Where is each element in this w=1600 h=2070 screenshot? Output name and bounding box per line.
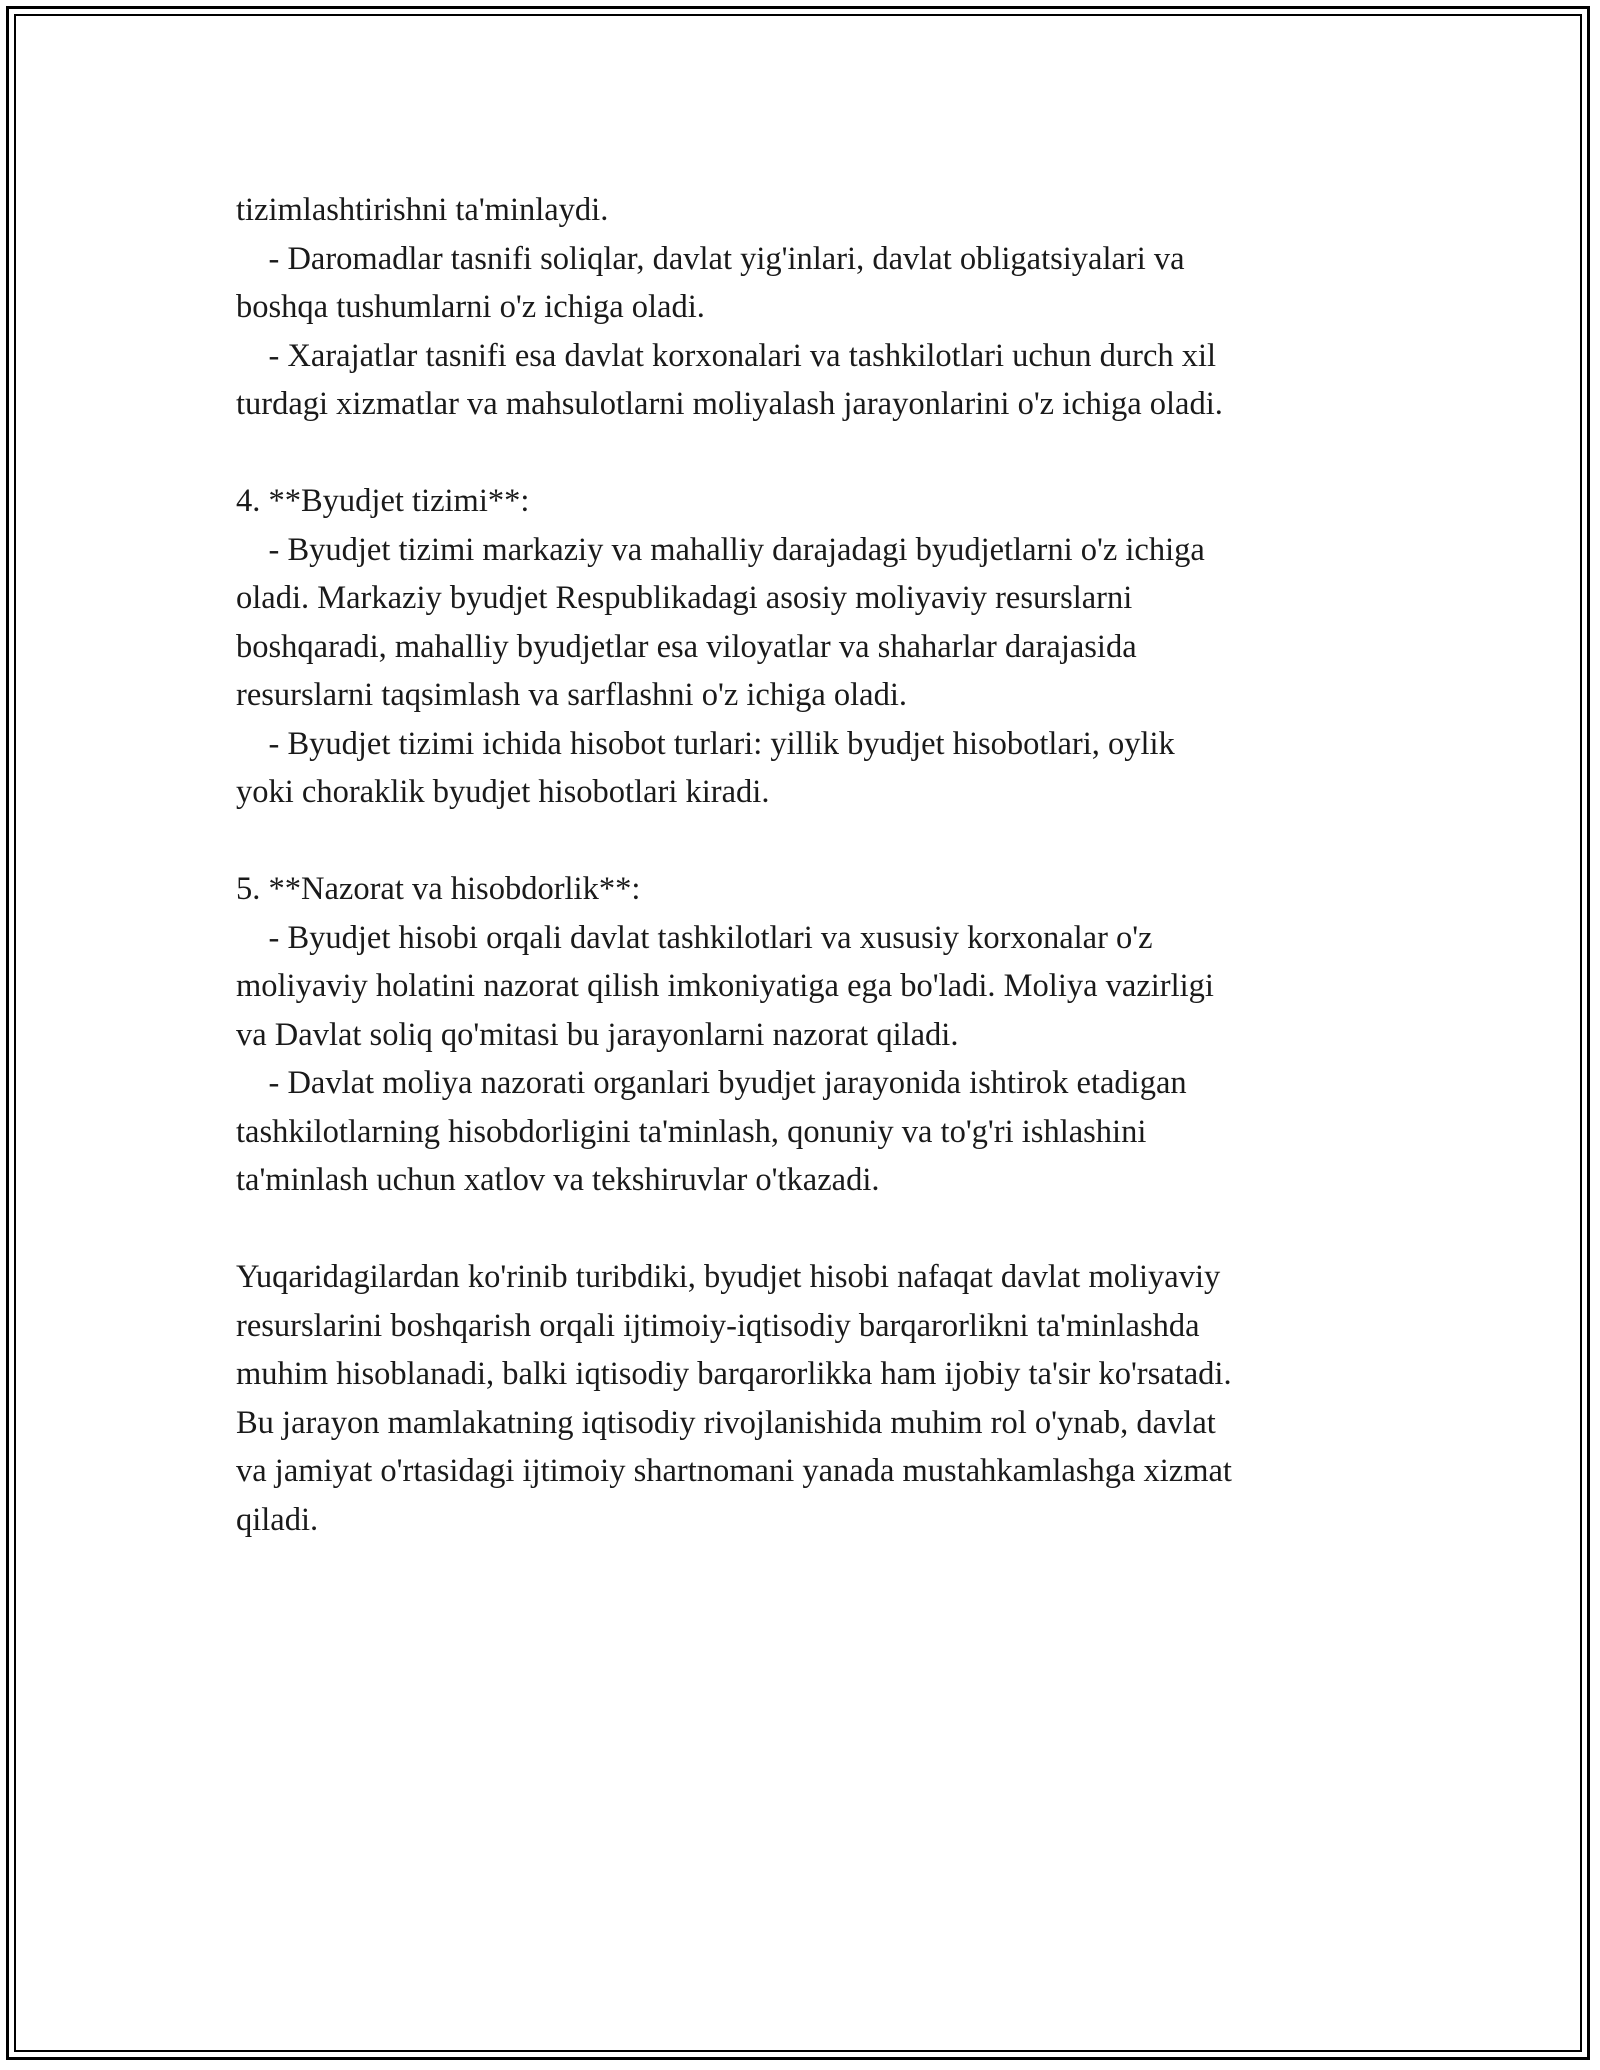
paragraph-block: [236, 186, 1396, 429]
text-line: resurslarini boshqarish orqali ijtimoiy-iqtisodiy barqarorlikni ta'minlashda: [236, 1307, 1200, 1344]
text-line: Bu jarayon mamlakatning iqtisodiy rivojlanishida muhim rol o'ynab, davlat: [236, 1404, 1216, 1441]
text-line: muhim hisoblanadi, balki iqtisodiy barqarorlikka ham ijobiy ta'sir ko'rsatadi.: [236, 1356, 1232, 1392]
text-line: - Byudjet hisobi orqali davlat tashkilotlari va xususiy korxonalar o'z: [236, 919, 1153, 956]
text-line: - Daromadlar tasnifi soliqlar, davlat yig'inlari, davlat obligatsiyalari va: [236, 240, 1185, 277]
text-line: Yuqaridagilardan ko'rinib turibdiki, byudjet hisobi nafaqat davlat moliyaviy: [236, 1259, 1221, 1295]
text-line: - Byudjet tizimi markaziy va mahalliy darajadagi byudjetlarni o'z ichiga: [236, 531, 1205, 568]
text-line: - Xarajatlar tasnifi esa davlat korxonalari va tashkilotlari uchun durch xil: [236, 337, 1217, 374]
text-line: 5. **Nazorat va hisobdorlik**:: [236, 871, 641, 907]
paragraph-block: [236, 1253, 1396, 1544]
text-line: moliyaviy holatini nazorat qilish imkoniyatiga ega bo'ladi. Moliya vazirligi: [236, 968, 1214, 1004]
text-line: turdagi xizmatlar va mahsulotlarni moliyalash jarayonlarini o'z ichiga oladi.: [236, 386, 1223, 422]
document-body: [236, 186, 1396, 1544]
paragraph-block: [236, 477, 1396, 817]
text-line: yoki choraklik byudjet hisobotlari kiradi.: [236, 774, 770, 810]
text-line: ta'minlash uchun xatlov va tekshiruvlar o'tkazadi.: [236, 1162, 880, 1198]
blank-line: [236, 817, 1396, 866]
text-line: tizimlashtirishni ta'minlaydi.: [236, 192, 609, 228]
text-line: resurslarni taqsimlash va sarflashni o'z ichiga oladi.: [236, 677, 908, 713]
text-line: tashkilotlarning hisobdorligini ta'minlash, qonuniy va to'g'ri ishlashini: [236, 1113, 1147, 1150]
text-line: - Byudjet tizimi ichida hisobot turlari: yillik byudjet hisobotlari, oylik: [236, 725, 1175, 762]
text-line: va Davlat soliq qo'mitasi bu jarayonlarni nazorat qiladi.: [236, 1016, 959, 1053]
blank-line: [236, 429, 1396, 478]
paragraph-block: [236, 865, 1396, 1205]
text-line: va jamiyat o'rtasidagi ijtimoiy shartnomani yanada mustahkamlashga xizmat: [236, 1453, 1232, 1489]
text-line: - Davlat moliya nazorati organlari byudjet jarayonida ishtirok etadigan: [236, 1065, 1187, 1101]
text-line: oladi. Markaziy byudjet Respublikadagi asosiy moliyaviy resurslarni: [236, 580, 1133, 616]
text-line: boshqaradi, mahalliy byudjetlar esa viloyatlar va shaharlar darajasida: [236, 628, 1137, 665]
text-line: 4. **Byudjet tizimi**:: [236, 483, 530, 519]
text-line: boshqa tushumlarni o'z ichiga oladi.: [236, 289, 705, 325]
text-line: qiladi.: [236, 1501, 319, 1538]
blank-line: [236, 1205, 1396, 1254]
